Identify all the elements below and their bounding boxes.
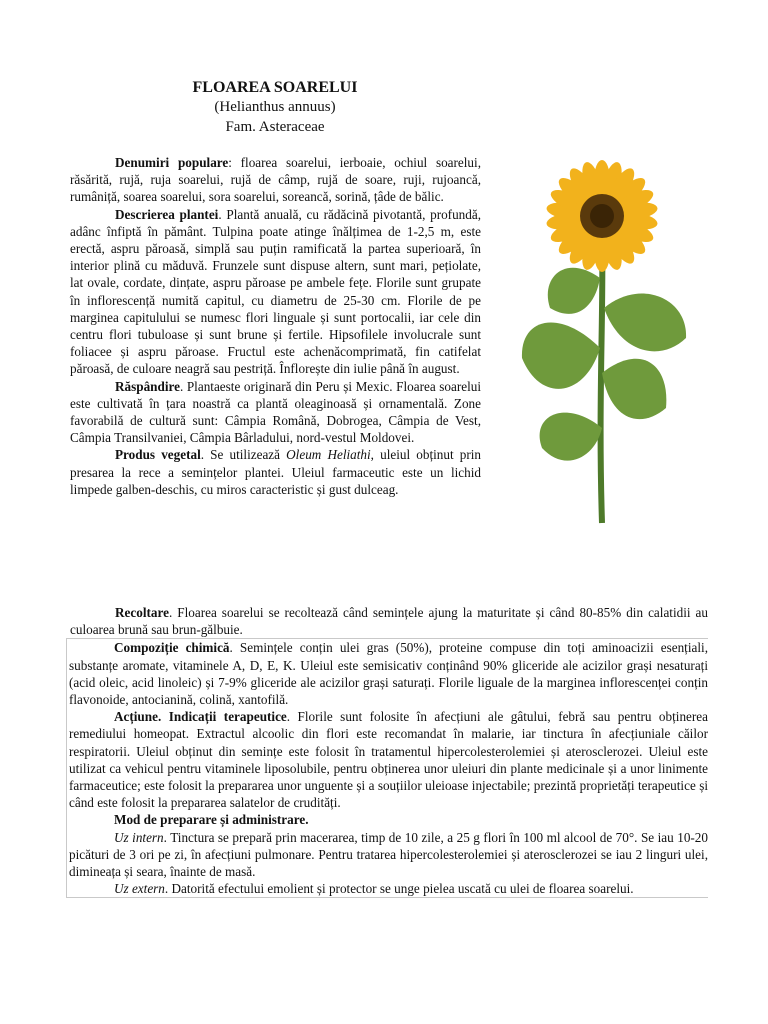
paragraph-produs [70, 446, 481, 498]
label-uz-intern: Uz intern [114, 829, 164, 845]
label-descriere: Descrierea plantei [115, 206, 219, 222]
flower-center-inner [590, 204, 614, 228]
label-produs: Produs vegetal [115, 447, 201, 463]
leaf-left-bottom [540, 413, 602, 461]
text-recoltare: . Floarea soarelui se recoltează când semințele ajung la maturitate și când 80-85% din calatidii au culoarea brună sau brun-gălbuie. [70, 605, 708, 638]
paragraph-raspandire [70, 378, 481, 447]
label-denumiri: Denumiri populare [115, 155, 229, 170]
label-compozitie: Compoziție chimică [114, 640, 230, 656]
document-header [110, 78, 440, 137]
text-compozitie: . Semințele conțin ulei gras (50%), proteine compuse din toți aminoacizii esențiali, substanțe aromate, vitaminele A, D, E, K. Uleiul este semisicativ conținând 90% gliceride ale acizilor grași nesaturați (acid oleic, acid linoleic) și 7-9% gliceride ale acizilor grași saturați. Florile liguale de la marginea inflorescenței conțin flavonoide, antocianină, colină, xantofilă. [69, 640, 708, 708]
text-raspandire: . Plantaeste originară din Peru și Mexic. Floarea soarelui este cultivată în țara noastră ca plantă oleaginoasă și ornamentală. Zone favorabilă de cultură sunt: Câmpia Română, Dobrogea, Câmpia de Vest, Câmpia Transilvaniei, Câmpia Bârladului, nord-vestul Moldovei. [70, 378, 481, 446]
latin-name: (Helianthus annuus) [214, 99, 336, 115]
full-width-text [70, 604, 708, 898]
label-uz-extern: Uz extern [114, 881, 165, 897]
paragraph-descriere [70, 206, 481, 378]
text-uz-extern: . Datorită efectului emolient și protector se unge pielea uscată cu ulei de floarea soarelui. [164, 881, 634, 897]
text-denumiri: : floarea soarelui, ierboaie, ochiul soarelui, răsărită, rujă, ruja soarelui, rujă de câmp, rujă de soare, ruji, rujoancă, rumâniță, soarea soarelui, sora soarelui, soreancă, sorină, țâde de bălic. [70, 155, 481, 205]
paragraph-actiune [69, 708, 708, 811]
left-column [70, 154, 481, 498]
leaf-left-top [548, 268, 600, 314]
paragraph-recoltare [70, 604, 708, 638]
paragraph-mod [69, 811, 708, 828]
label-recoltare: Recoltare [115, 605, 169, 620]
leaf-left-middle [522, 323, 600, 389]
paragraph-uz-extern [69, 880, 708, 897]
leaf-right-middle [602, 359, 666, 419]
page-title: FLOAREA SOARELUI [192, 79, 358, 96]
leaf-right-top [604, 294, 686, 352]
stem [601, 228, 603, 523]
text-uz-intern: . Tinctura se prepară prin macerarea, timp de 10 zile, a 25 g flori în 100 ml alcool de 70°. Se iau 10-20 picături de 3 ori pe zi, în afecțiuni pulmonare. Pentru tratarea hipercolesterolemiei și aterosclerozei se iau 2 linguri ulei, dimineața și seara, înainte de masă. [69, 829, 708, 880]
text-produs-after: , uleiul obținut prin presarea la rece a semințelor plantei. Uleiul farmaceutic este un lichid limpede galben-deschis, cu miros caracteristic și gust dulceag. [70, 447, 482, 497]
label-raspandire: Răspândire [115, 378, 180, 394]
label-mod: Mod de preparare și administrare. [114, 812, 309, 828]
paragraph-compozitie [69, 639, 708, 708]
text-produs-italic: Oleum Heliathi [286, 447, 371, 463]
paragraph-denumiri [70, 154, 481, 206]
sunflower-illustration [520, 158, 690, 528]
label-actiune: Acțiune. Indicații terapeutice [114, 709, 287, 725]
paragraph-uz-intern [69, 829, 708, 881]
text-descriere: . Plantă anuală, cu rădăcină pivotantă, profundă, adânc înfiptă în pământ. Tulpina poate atinge înălțimea de 1-2,5 m, este erectă, aspru păroasă, simplă sau puțin ramificată la partea superioară, în interior plină cu măduvă. Frunzele sunt dispuse altern, sunt mari, pețiolate, lat ovale, cordate, dințate, aspru păroase pe ambele fețe. Florile sunt grupate în inflorescență numită capitul, cu diametru de 25-30 cm. Florile de pe marginea capitulului se numesc flori linguale și sunt portocalii, iar cele din centru flori tubuloase și sunt brune și fertile. Hipsofilele involucrale sunt foliacee și aspru păroase. Fructul este achenăcomprimată, fin catifelat păroasă, de culoare neagră sau pestriță. Înflorește din iulie până în august. [70, 206, 482, 377]
boxed-section [66, 638, 708, 898]
text-produs-before: . Se utilizează [200, 447, 287, 463]
family-name: Fam. Asteraceae [225, 119, 325, 135]
text-actiune: . Florile sunt folosite în afecțiuni ale gâtului, febră sau pentru obținerea remediului homeopat. Extractul alcoolic din flori este recomandat în malarie, iar tinctura în afecțiuniale căilor respiratorii. Uleiul obținut din semințe este folosit în tratamentul hipercolesterolemiei și aterosclerozei. Uleiul este utilizat ca vehicul pentru vitaminele liposolubile, pentru obținerea unor uleiuri din plante medicinale și a unor linimente farmaceutice; este folosit la prepararea unor unguente și a souțiilor uleioase injectabile; prezintă proprietăți terapeutice și când este folosit la prepararea salatelor de crudități. [69, 709, 708, 811]
